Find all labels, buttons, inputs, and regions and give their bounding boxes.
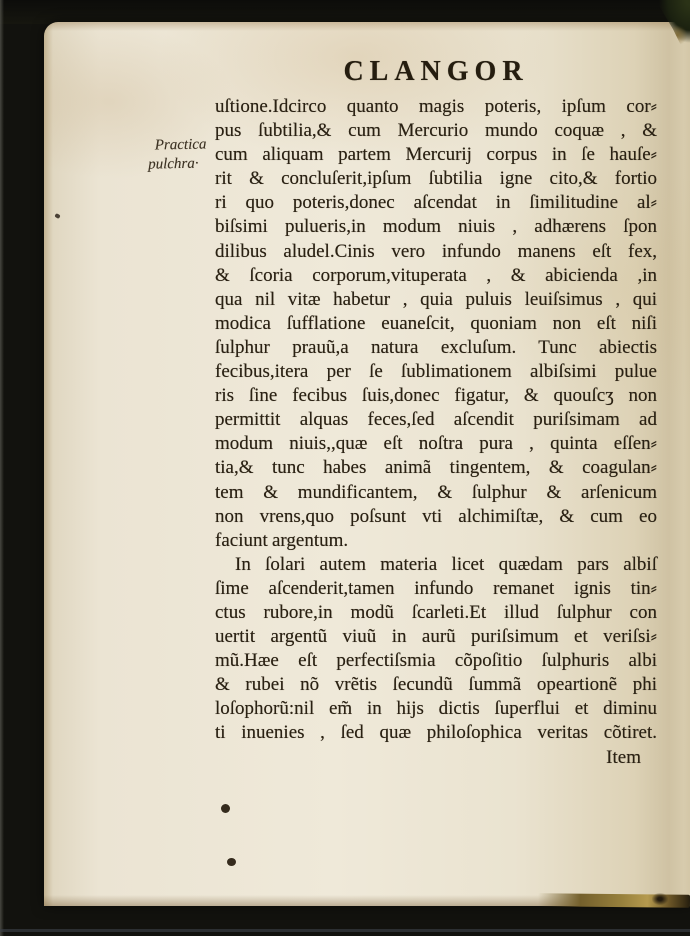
text-line: faciunt argentum.: [215, 529, 349, 551]
text-line: qua nil vitæ habetur , quia puluis leuiſsimus , qui: [215, 288, 657, 310]
catchword: Item: [606, 746, 641, 768]
text-line: mũ.Hæe eſt perfectiſsmia cõpoſitio ſulphuris albi: [215, 650, 657, 672]
text-line: modica ſufflatione euaneſcit, quoniam non eſt niſi: [215, 312, 657, 334]
body-text: [215, 95, 657, 770]
text-line: dilibus aludel.Cinis vero infundo manens eſt fex,: [215, 240, 657, 262]
text-line: ti inuenies , ſed quæ philoſophica veritas cõtiret.: [215, 722, 657, 744]
running-title: CLANGOR: [343, 56, 529, 87]
text-line: cum aliquam partem Mercurij corpus in ſe hauſe⸗: [215, 144, 657, 166]
text-line: loſophorũ:nil em̃ in hĳs dictis ſuperflui et diminu: [215, 698, 657, 720]
text-line: uertit argentũ viuũ in aurũ puriſsimum et veriſsi⸗: [215, 626, 657, 648]
text-line: ris ſine fecibus ſuis,donec figatur, & quouſcʒ non: [215, 385, 657, 407]
text-line: ctus rubore,in modũ ſcarleti.Et illud ſulphur con: [215, 601, 657, 623]
scan-edge-line-left: [0, 0, 4, 936]
text-line: uſtione.Idcirco quanto magis poteris, ipſum cor⸗: [215, 96, 657, 117]
scan-background-top: [0, 0, 690, 24]
text-line: non vrens,quo poſsunt vti alchimiſtæ, & cum eo: [215, 505, 657, 527]
text-line: biſsimi pulueris,in modum niuis , adhærens ſpon: [215, 216, 657, 238]
text-line: ſulphur prauũ,a natura excluſum. Tunc abiectis: [215, 336, 657, 358]
text-line: In ſolari autem materia licet quædam pars albiſ: [235, 553, 657, 575]
text-line: modum niuis,,quæ eſt noſtra pura , quinta eſſen⸗: [215, 433, 657, 455]
text-line: & ſcoria corporum,vituperata , & abicienda ,in: [215, 264, 657, 286]
gilt-edge-mark: [652, 893, 668, 905]
ink-blot: [221, 804, 230, 813]
scan-edge-line-bottom: [0, 929, 690, 932]
text-line: tem & mundificantem, & ſulphur & arſenicum: [215, 481, 657, 503]
text-line: ri quo poteris,donec aſcendat in ſimilitudine al⸗: [215, 192, 657, 214]
ink-blot: [227, 858, 236, 866]
text-line: fecibus,itera per ſe ſublimationem albiſsimi pulue: [215, 361, 657, 383]
text-line: & rubei nõ vrẽtis ſecundũ ſummã opeartionẽ phi: [215, 674, 657, 696]
margin-note-line: Practica: [154, 136, 207, 154]
text-line: pus ſubtilia,& cum Mercurio mundo coquæ , &: [215, 120, 657, 142]
margin-note: [148, 135, 215, 174]
text-line: tia,& tunc habes animã tingentem, & coagulan⸗: [215, 457, 657, 479]
text-line: rit & concluſerit,ipſum ſubtilia igne cito,& fortio: [215, 168, 657, 190]
paragraph: [215, 553, 657, 746]
text-line: permittit alquas feces,ſed aſcendit puriſsimam ad: [215, 409, 657, 431]
paragraph: [215, 95, 657, 553]
margin-note-line: pulchra·: [148, 155, 199, 173]
text-line: ſime aſcenderit,tamen infundo remanet ignis tin⸗: [215, 577, 657, 599]
